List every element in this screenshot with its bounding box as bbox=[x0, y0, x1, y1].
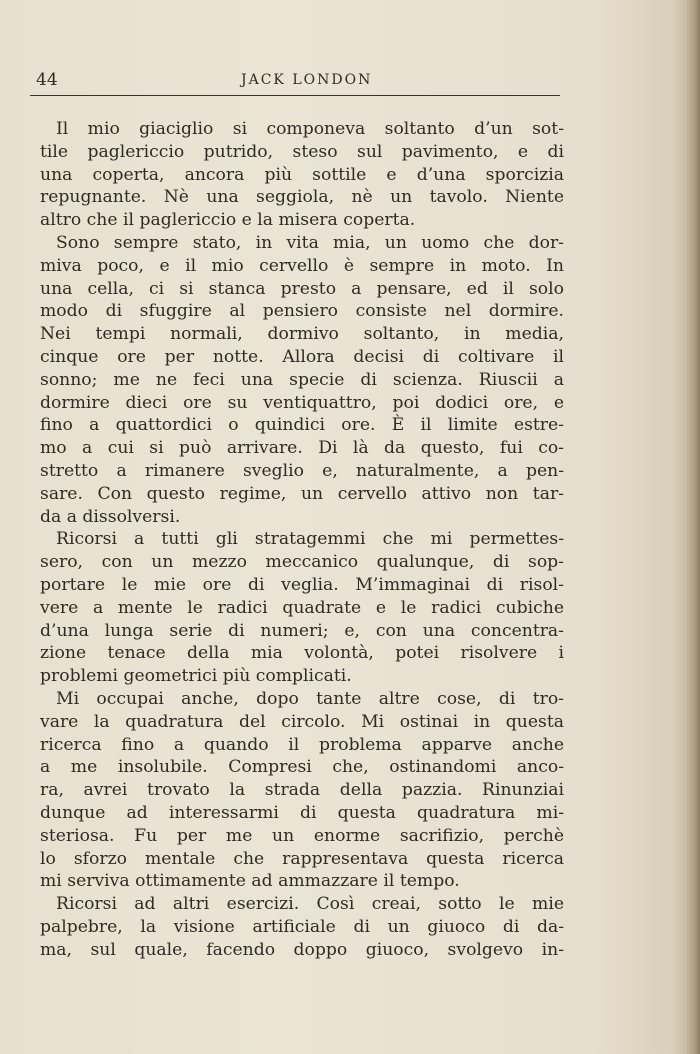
text-line: tile paglericcio putrido, steso sul pavimento, e di bbox=[40, 141, 564, 162]
text-line: zione tenace della mia volontà, potei risolvere i bbox=[40, 643, 564, 664]
text-line: sero, con un mezzo meccanico qualunque, di sop- bbox=[40, 552, 564, 573]
page-header bbox=[36, 70, 560, 92]
text-line: una cella, ci si stanca presto a pensare, ed il solo bbox=[40, 278, 564, 299]
text-line: ma, sul quale, facendo doppo giuoco, svolgevo in- bbox=[40, 939, 564, 960]
text-line: d’una lunga serie di numeri; e, con una concentra- bbox=[40, 620, 564, 641]
text-line: Ricorsi a tutti gli stratagemmi che mi permettes- bbox=[56, 529, 564, 550]
text-line: una coperta, ancora più sottile e d’una sporcizia bbox=[40, 164, 564, 185]
page-edge-shadow bbox=[686, 0, 700, 1054]
text-line: da a dissolversi. bbox=[40, 506, 181, 527]
text-line: Ricorsi ad altri esercizi. Così creai, sotto le mie bbox=[56, 894, 564, 915]
text-line: Nei tempi normali, dormivo soltanto, in media, bbox=[40, 324, 564, 345]
text-line: problemi geometrici più complicati. bbox=[40, 666, 352, 687]
text-line: mo a cui si può arrivare. Di là da questo, fui co- bbox=[40, 438, 564, 459]
text-line: altro che il paglericcio e la misera coperta. bbox=[40, 210, 416, 231]
text-line: Mi occupai anche, dopo tante altre cose, di tro- bbox=[56, 688, 564, 709]
text-line: ra, avrei trovato la strada della pazzia. Rinunziai bbox=[40, 780, 564, 801]
text-line: mi serviva ottimamente ad ammazzare il tempo. bbox=[40, 871, 460, 892]
text-line: vere a mente le radici quadrate e le radici cubiche bbox=[40, 597, 564, 618]
text-line: Sono sempre stato, in vita mia, un uomo che dor- bbox=[56, 232, 564, 253]
text-line: lo sforzo mentale che rappresentava questa ricerca bbox=[40, 848, 564, 869]
text-line: modo di sfuggire al pensiero consiste nel dormire. bbox=[40, 301, 564, 322]
text-line: miva poco, e il mio cervello è sempre in moto. In bbox=[40, 255, 564, 276]
text-line: stretto a rimanere sveglio e, naturalmente, a pen- bbox=[40, 460, 564, 481]
text-line: cinque ore per notte. Allora decisi di coltivare il bbox=[40, 346, 564, 367]
text-line: vare la quadratura del circolo. Mi ostinai in questa bbox=[40, 711, 564, 732]
text-line: portare le mie ore di veglia. M’immaginai di risol- bbox=[40, 574, 564, 595]
body-text bbox=[40, 118, 564, 961]
text-line: fino a quattordici o quindici ore. È il limite estre- bbox=[40, 415, 564, 436]
page-number: 44 bbox=[36, 70, 58, 90]
text-line: repugnante. Nè una seggiola, nè un tavolo. Niente bbox=[40, 187, 564, 208]
running-head: JACK LONDON bbox=[241, 72, 373, 88]
text-line: dormire dieci ore su ventiquattro, poi dodici ore, e bbox=[40, 392, 564, 413]
text-line: ricerca fino a quando il problema apparve anche bbox=[40, 734, 564, 755]
text-line: sare. Con questo regime, un cervello attivo non tar- bbox=[40, 483, 564, 504]
text-line: dunque ad interessarmi di questa quadratura mi- bbox=[40, 802, 564, 823]
text-line: a me insolubile. Compresi che, ostinandomi anco- bbox=[40, 757, 564, 778]
text-line: palpebre, la visione artificiale di un giuoco di da- bbox=[40, 916, 564, 937]
text-line: sonno; me ne feci una specie di scienza. Riuscii a bbox=[40, 369, 564, 390]
header-rule bbox=[30, 95, 560, 96]
text-line: Il mio giaciglio si componeva soltanto d’un sot- bbox=[56, 119, 564, 139]
text-line: steriosa. Fu per me un enorme sacrifizio, perchè bbox=[40, 825, 564, 846]
